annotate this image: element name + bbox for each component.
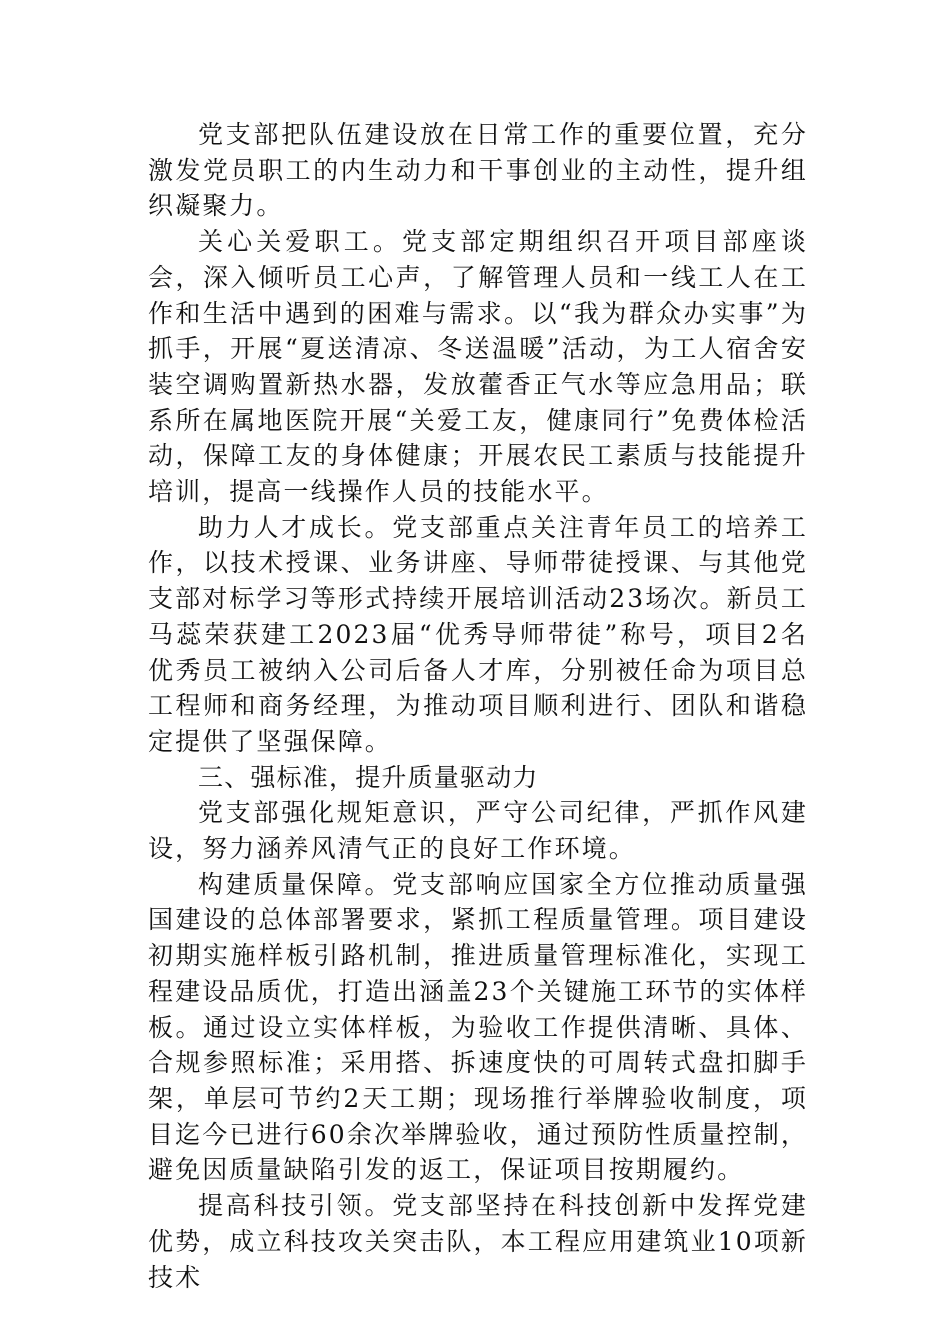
paragraph-talent-growth: 助力人才成长。党支部重点关注青年员工的培养工作，以技术授课、业务讲座、导师带徒授课、与其他党支部对标学习等形式持续开展培训活动23场次。新员工马蕊荣获建工2023届“优秀导师带徒”称号，项目2名优秀员工被纳入公司后备人才库，分别被任命为项目总工程师和商务经理，为推动项目顺利进行、团队和谐稳定提供了坚强保障。 — [148, 512, 808, 756]
paragraph-team-building-intro: 党支部把队伍建设放在日常工作的重要位置，充分激发党员职工的内生动力和干事创业的主动性，提升组织凝聚力。 — [148, 120, 808, 221]
paragraph-care-for-staff: 关心关爱职工。党支部定期组织召开项目部座谈会，深入倾听员工心声，了解管理人员和一线工人在工作和生活中遇到的困难与需求。以“我为群众办实事”为抓手，开展“夏送清凉、冬送温暖”活动，为工人宿舍安装空调购置新热水器，发放藿香正气水等应急用品；联系所在属地医院开展“关爱工友，健康同行”免费体检活动，保障工友的身体健康；开展农民工素质与技能提升培训，提高一线操作人员的技能水平。 — [148, 227, 808, 507]
paragraph-tech-leadership: 提高科技引领。党支部坚持在科技创新中发挥党建优势，成立科技攻关突击队，本工程应用建筑业10项新技术 — [148, 1191, 808, 1292]
document-body — [148, 117, 808, 1295]
paragraph-discipline: 党支部强化规矩意识，严守公司纪律，严抓作风建设，努力涵养风清气正的良好工作环境。 — [148, 798, 808, 864]
paragraph-quality-assurance: 构建质量保障。党支部响应国家全方位推动质量强国建设的总体部署要求，紧抓工程质量管理。项目建设初期实施样板引路机制，推进质量管理标准化，实现工程建设品质优，打造出涵盖23个关键施工环节的实体样板。通过设立实体样板，为验收工作提供清晰、具体、合规参照标准；采用搭、拆速度快的可周转式盘扣脚手架，单层可节约2天工期；现场推行举牌验收制度，项目迄今已进行60余次举牌验收，通过预防性质量控制，避免因质量缺陷引发的返工，保证项目按期履约。 — [148, 869, 808, 1185]
section-heading-standards: 三、强标准，提升质量驱动力 — [198, 762, 539, 792]
